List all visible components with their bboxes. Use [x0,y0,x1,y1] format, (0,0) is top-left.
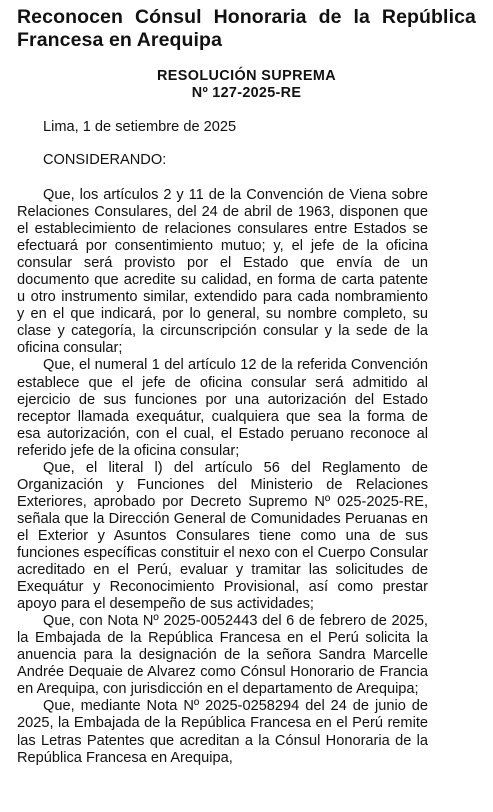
paragraph: Que, los artículos 2 y 11 de la Convención de Viena sobre Relaciones Consulares, del 24 de abril de 1963, disponen que el establecimiento de relaciones consulares entre Estados se efectuará por consentimiento mutuo; y, el jefe de la oficina consular será provisto por el Estado que envía de un documento que acredite su calidad, en forma de carta patente u otro instrumento similar, extendido para cada nombramiento y en el que indicará, por lo general, su nombre completo, su clase y categoría, la circunscripción consular y la sede de la oficina consular; [17,187,428,357]
paragraph: Que, con Nota Nº 2025-0052443 del 6 de febrero de 2025, la Embajada de la República Francesa en el Perú solicita la anuencia para la designación de la señora Sandra Marcelle Andrée Dequaie de Alvarez como Cónsul Honorario de Francia en Arequipa, con jurisdicción en el departamento de Arequipa; [17,613,428,698]
resolution-title: RESOLUCIÓN SUPREMA [156,68,337,84]
paragraph: Que, mediante Nota Nº 2025-0258294 del 24 de junio de 2025, la Embajada de la República Francesa en el Perú remite las Letras Patentes que acreditan a la Cónsul Honoraria de la República Francesa en Arequipa, [17,698,428,766]
considering-label: CONSIDERANDO: [43,152,167,168]
paragraph: Que, el numeral 1 del artículo 12 de la referida Convención establece que el jefe de oficina consular será admitido al ejercicio de sus funciones por una autorización del Estado receptor llamada exequátur, cualquiera que sea la forma de esa autorización, con el cual, el Estado peruano reconoce al referido jefe de la oficina consular; [17,357,428,459]
article-headline: Reconocen Cónsul Honoraria de la República Francesa en Arequipa [17,6,476,51]
resolution-number: Nº 127-2025-RE [191,85,302,101]
body-text [17,187,428,767]
date-line: Lima, 1 de setiembre de 2025 [43,119,237,135]
paragraph: Que, el literal l) del artículo 56 del Reglamento de Organización y Funciones del Ministerio de Relaciones Exteriores, aprobado por Decreto Supremo Nº 025-2025-RE, señala que la Dirección General de Comunidades Peruanas en el Exterior y Asuntos Consulares tiene como una de sus funciones específicas constituir el nexo con el Cuerpo Consular acreditado en el Perú, evaluar y tramitar las solicitudes de Exequátur y Reconocimiento Provisional, así como prestar apoyo para el desempeño de sus actividades; [17,459,428,613]
